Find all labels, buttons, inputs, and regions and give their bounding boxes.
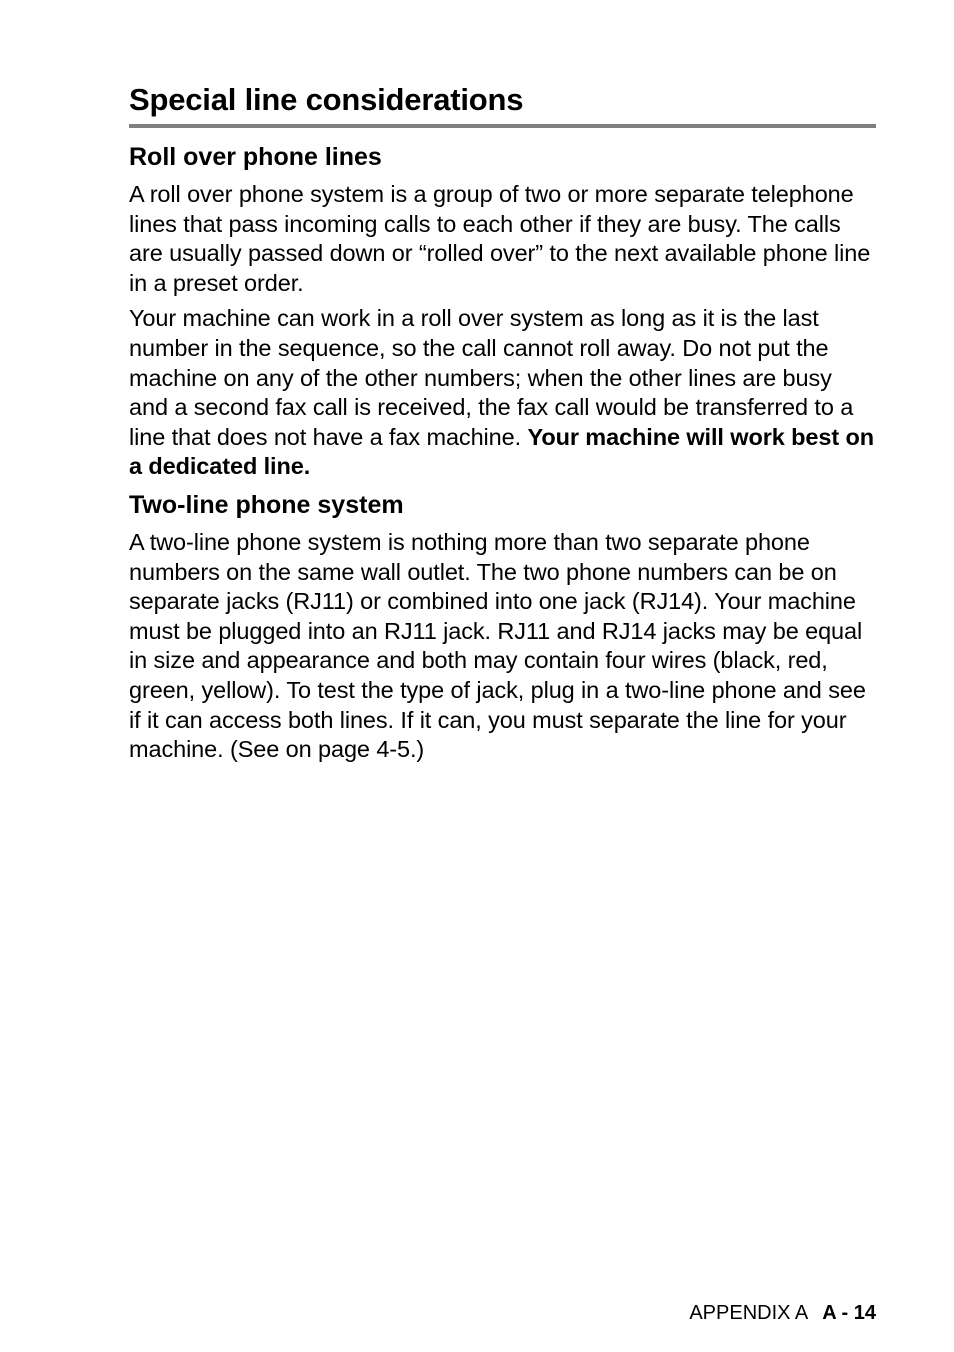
footer-page-number: A - 14 <box>822 1302 876 1324</box>
page-content <box>129 78 876 771</box>
page-footer <box>689 1300 876 1326</box>
roll-over-heading: Roll over phone lines <box>129 143 382 171</box>
section-title: Special line considerations <box>129 82 524 117</box>
footer-appendix-label: APPENDIX A <box>689 1302 809 1324</box>
title-divider <box>129 124 876 128</box>
roll-over-paragraph-2 <box>129 304 876 482</box>
roll-over-paragraph-2-bold: Your machine will work best on a dedicated line. <box>129 423 875 480</box>
two-line-heading: Two-line phone system <box>129 490 404 519</box>
roll-over-paragraph-1: A roll over phone system is a group of two or more separate telephone lines that pass incoming calls to each other if they are busy. The calls are usually passed down or “rolled over” to the next available phone line in a preset order. <box>129 181 871 296</box>
two-line-paragraph-1: A two-line phone system is nothing more than two separate phone numbers on the same wall outlet. The two phone numbers can be on separate jacks (RJ11) or combined into one jack (RJ14). Your machine must be plugged into an RJ11 jack. RJ11 and RJ14 jacks may be equal in size and appearance and both may contain four wires (black, red, green, yellow). To test the type of jack, plug in a two-line phone and see if it can access both lines. If it can, you must separate the line for your machine. (See on page 4-5.) <box>129 528 866 763</box>
roll-over-paragraph-2-text: Your machine can work in a roll over system as long as it is the last number in the sequence, so the call cannot roll away. Do not put the machine on any of the other numbers; when the other lines are busy and a second fax call is received, the fax call would be transferred to a line that does not have a fax machine. <box>129 305 854 450</box>
